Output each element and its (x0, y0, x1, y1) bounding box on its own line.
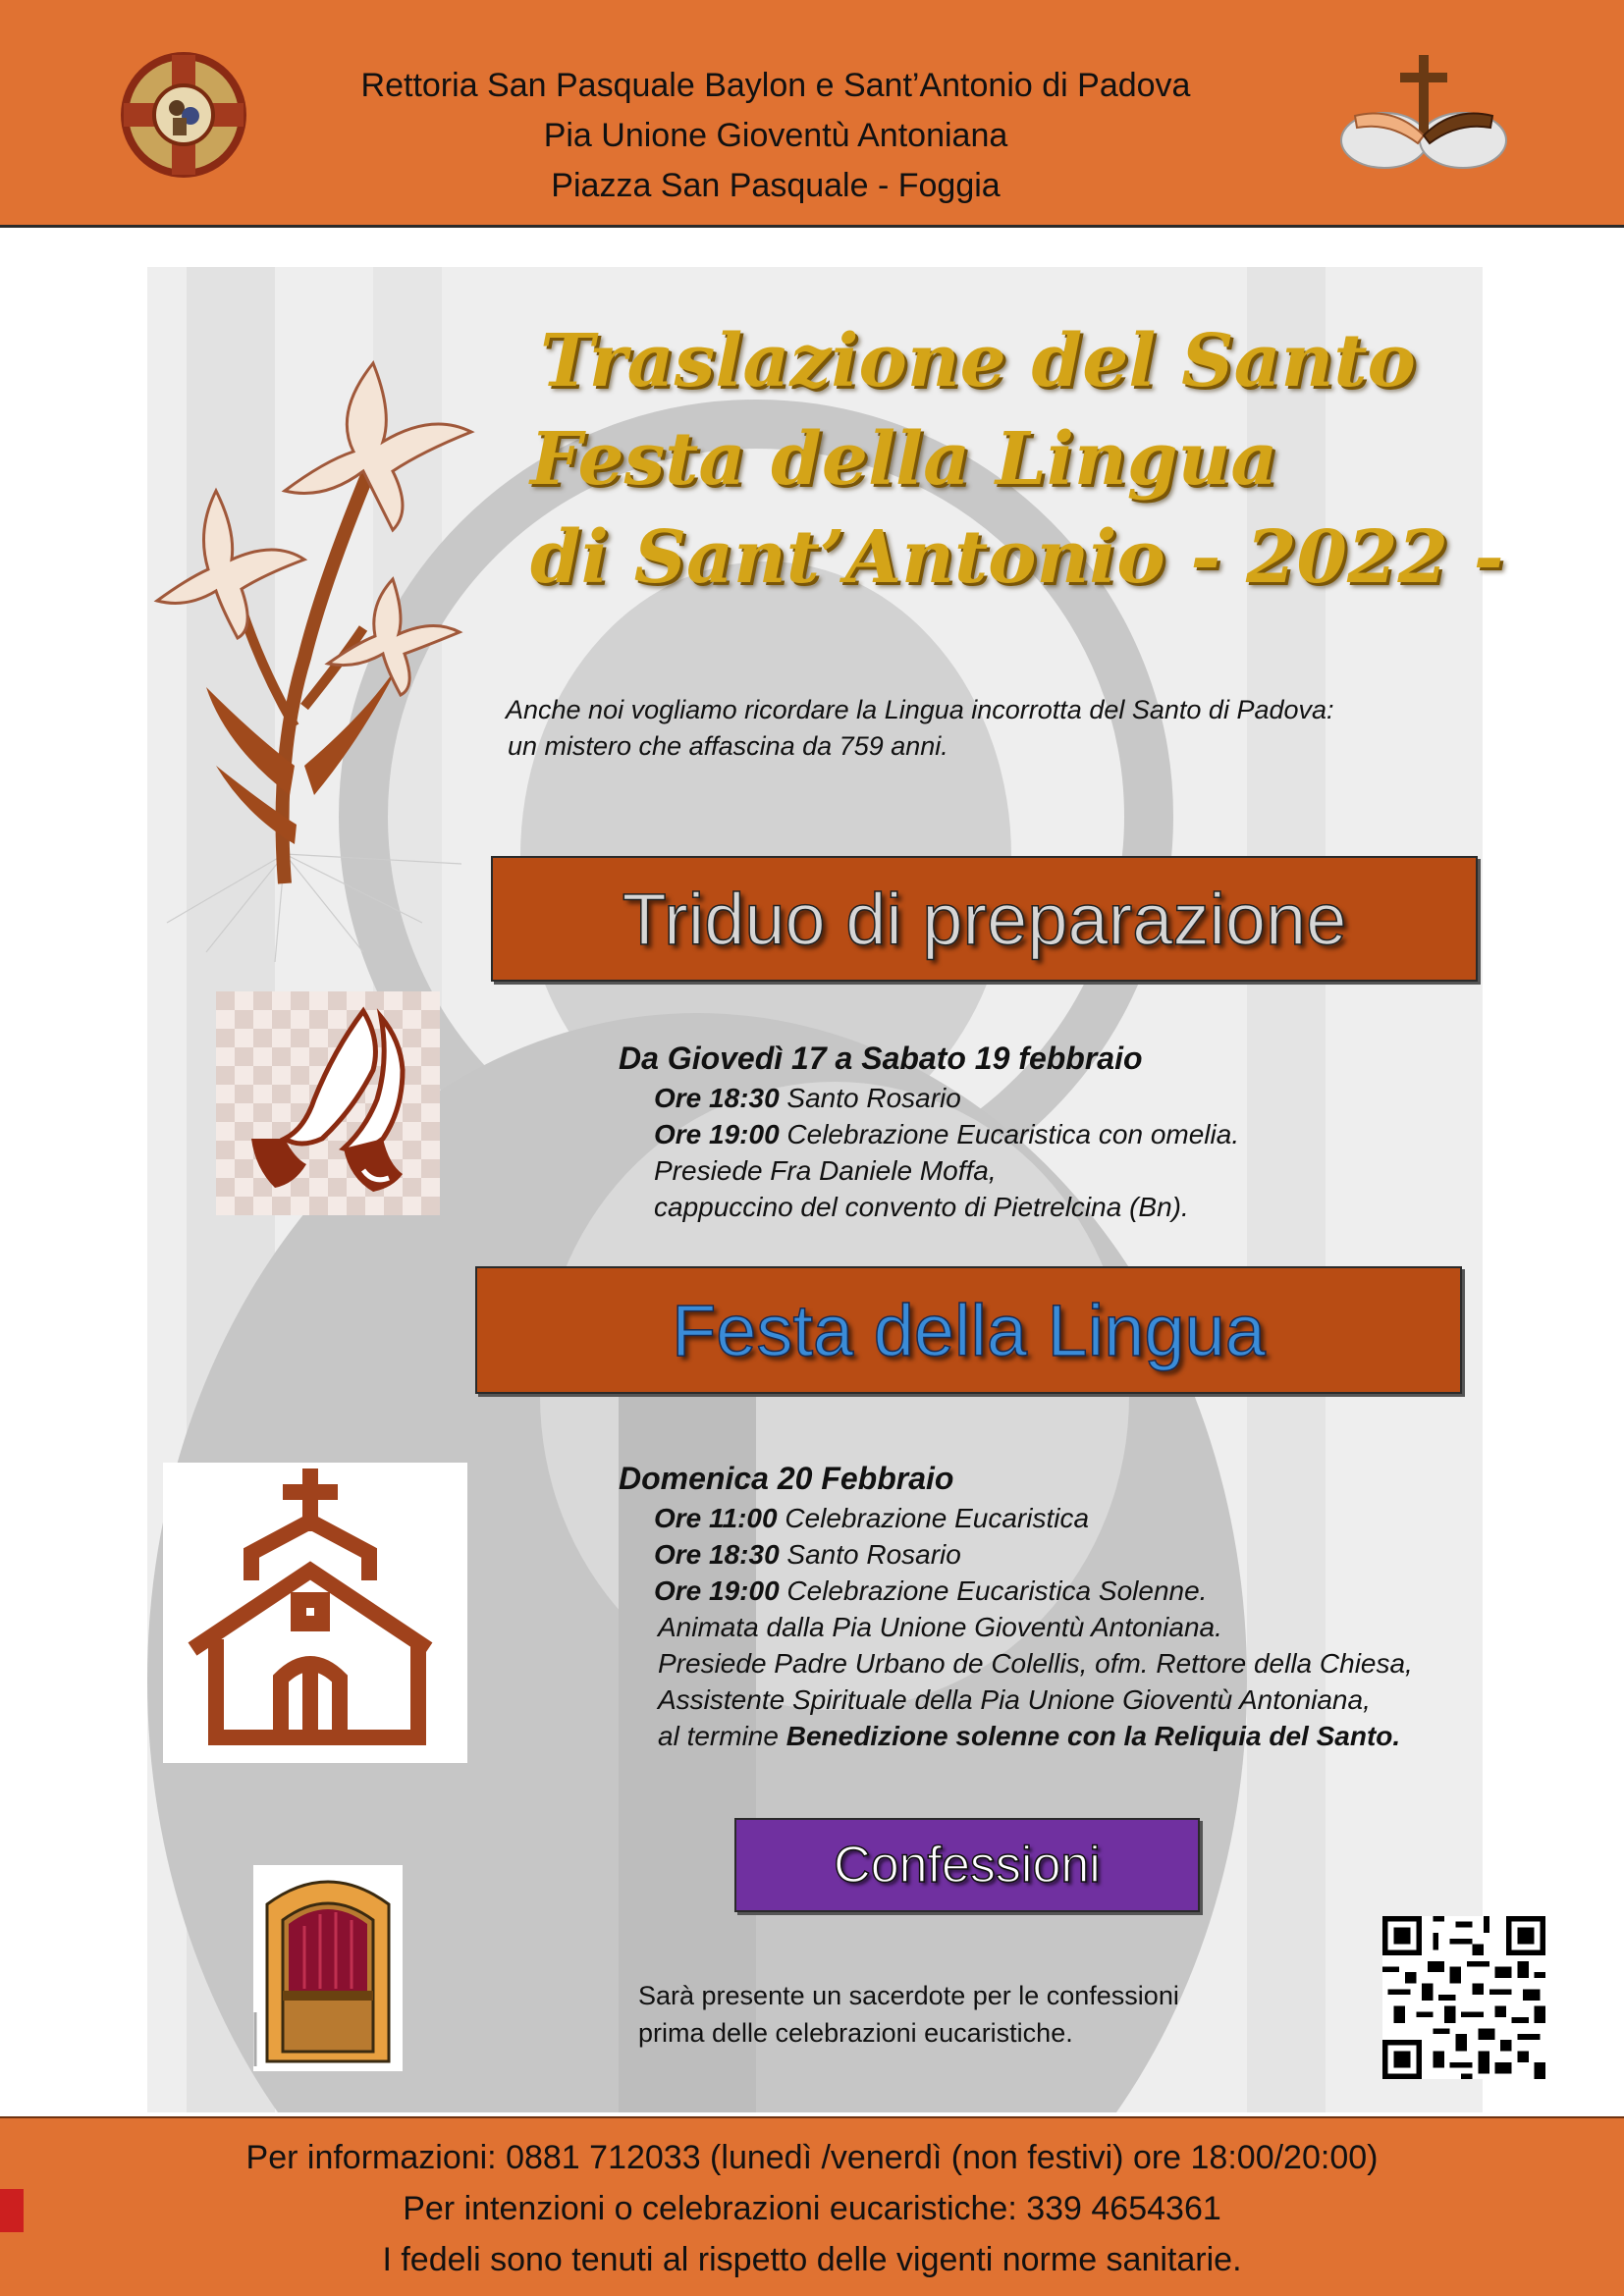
praying-hands-icon (216, 991, 440, 1215)
confessioni-heading: Confessioni (834, 1837, 1101, 1894)
triduo-heading: Triduo di preparazione (622, 878, 1347, 960)
festa-note-1: Animata dalla Pia Unione Gioventù Antoniana. (658, 1612, 1222, 1642)
triduo-heading-band (491, 856, 1478, 982)
festa-item-1-time: Ore 11:00 (654, 1503, 778, 1533)
festa-note-3: Assistente Spirituale della Pia Unione Gioventù Antoniana, (658, 1684, 1371, 1715)
crest-icon (116, 47, 251, 183)
confessioni-line-2: prima delle celebrazioni eucaristiche. (638, 2018, 1073, 2048)
festa-note-2: Presiede Padre Urbano de Colellis, ofm. Rettore della Chiesa, (658, 1648, 1413, 1679)
confessioni-heading-band (734, 1818, 1200, 1912)
festa-date: Domenica 20 Febbraio (619, 1461, 954, 1496)
triduo-date: Da Giovedì 17 a Sabato 19 febbraio (619, 1041, 1143, 1076)
intro-line-2: un mistero che affascina da 759 anni. (508, 731, 948, 761)
triduo-item-1 (654, 1080, 1239, 1116)
festa-closing (658, 1718, 1413, 1754)
footer-banner (0, 2116, 1624, 2296)
festa-item-1-text: Celebrazione Eucaristica (777, 1503, 1090, 1533)
title-line-festa: Festa della Lingua (530, 417, 1278, 502)
festa-item-3-text: Celebrazione Eucaristica Solenne. (779, 1575, 1208, 1606)
triduo-item-2-time: Ore 19:00 (654, 1119, 780, 1149)
festa-item-2-text: Santo Rosario (779, 1539, 961, 1570)
triduo-schedule (619, 1037, 1239, 1225)
red-edge-strip (0, 2189, 24, 2232)
festa-heading: Festa della Lingua (672, 1289, 1266, 1371)
festa-item-3 (654, 1573, 1413, 1609)
event-title (530, 312, 1512, 607)
footer-line-info: Per informazioni: 0881 712033 (lunedì /venerdì (non festivi) ore 18:00/20:00) (245, 2139, 1379, 2176)
festa-item-2 (654, 1536, 1413, 1573)
qr-code-icon[interactable] (1382, 1916, 1545, 2079)
festa-item-2-time: Ore 18:30 (654, 1539, 780, 1570)
festa-schedule (619, 1457, 1413, 1754)
triduo-note-2: cappuccino del convento di Pietrelcina (Bn). (654, 1192, 1189, 1222)
triduo-item-1-time: Ore 18:30 (654, 1083, 780, 1113)
festa-item-1 (654, 1500, 1413, 1536)
intro-line-1: Anche noi vogliamo ricordare la Lingua incorrotta del Santo di Padova: (506, 695, 1334, 724)
confessioni-line-1: Sarà presente un sacerdote per le confessioni (638, 1981, 1179, 2010)
festa-closing-prefix: al termine (658, 1721, 786, 1751)
triduo-item-2 (654, 1116, 1239, 1152)
triduo-item-2-text: Celebrazione Eucaristica con omelia. (779, 1119, 1240, 1149)
franciscan-cross-arms-icon (1335, 47, 1512, 175)
festa-closing-bold: Benedizione solenne con la Reliquia del Santo. (785, 1721, 1401, 1751)
triduo-item-1-text: Santo Rosario (779, 1083, 961, 1113)
intro-text (506, 692, 1586, 765)
confessioni-text (638, 1977, 1384, 2052)
triduo-note-1: Presiede Fra Daniele Moffa, (654, 1155, 997, 1186)
festa-item-3-time: Ore 19:00 (654, 1575, 780, 1606)
lily-icon (147, 334, 501, 962)
header-banner (0, 0, 1624, 228)
confessional-icon (253, 1865, 403, 2071)
header-line-rettoria: Rettoria San Pasquale Baylon e Sant’Antonio di Padova (360, 67, 1191, 104)
header-line-address: Piazza San Pasquale - Foggia (551, 167, 1001, 204)
title-line-sant-antonio: di Sant’Antonio - 2022 - (530, 515, 1504, 600)
footer-line-norme: I fedeli sono tenuti al rispetto delle vigenti norme sanitarie. (382, 2241, 1242, 2278)
header-line-pia-unione: Pia Unione Gioventù Antoniana (543, 117, 1008, 154)
title-line-traslazione: Traslazione del Santo (540, 319, 1416, 403)
church-icon (163, 1463, 467, 1763)
footer-line-intenzioni: Per intenzioni o celebrazioni eucaristiche: 339 4654361 (403, 2190, 1221, 2227)
festa-heading-band (475, 1266, 1462, 1394)
